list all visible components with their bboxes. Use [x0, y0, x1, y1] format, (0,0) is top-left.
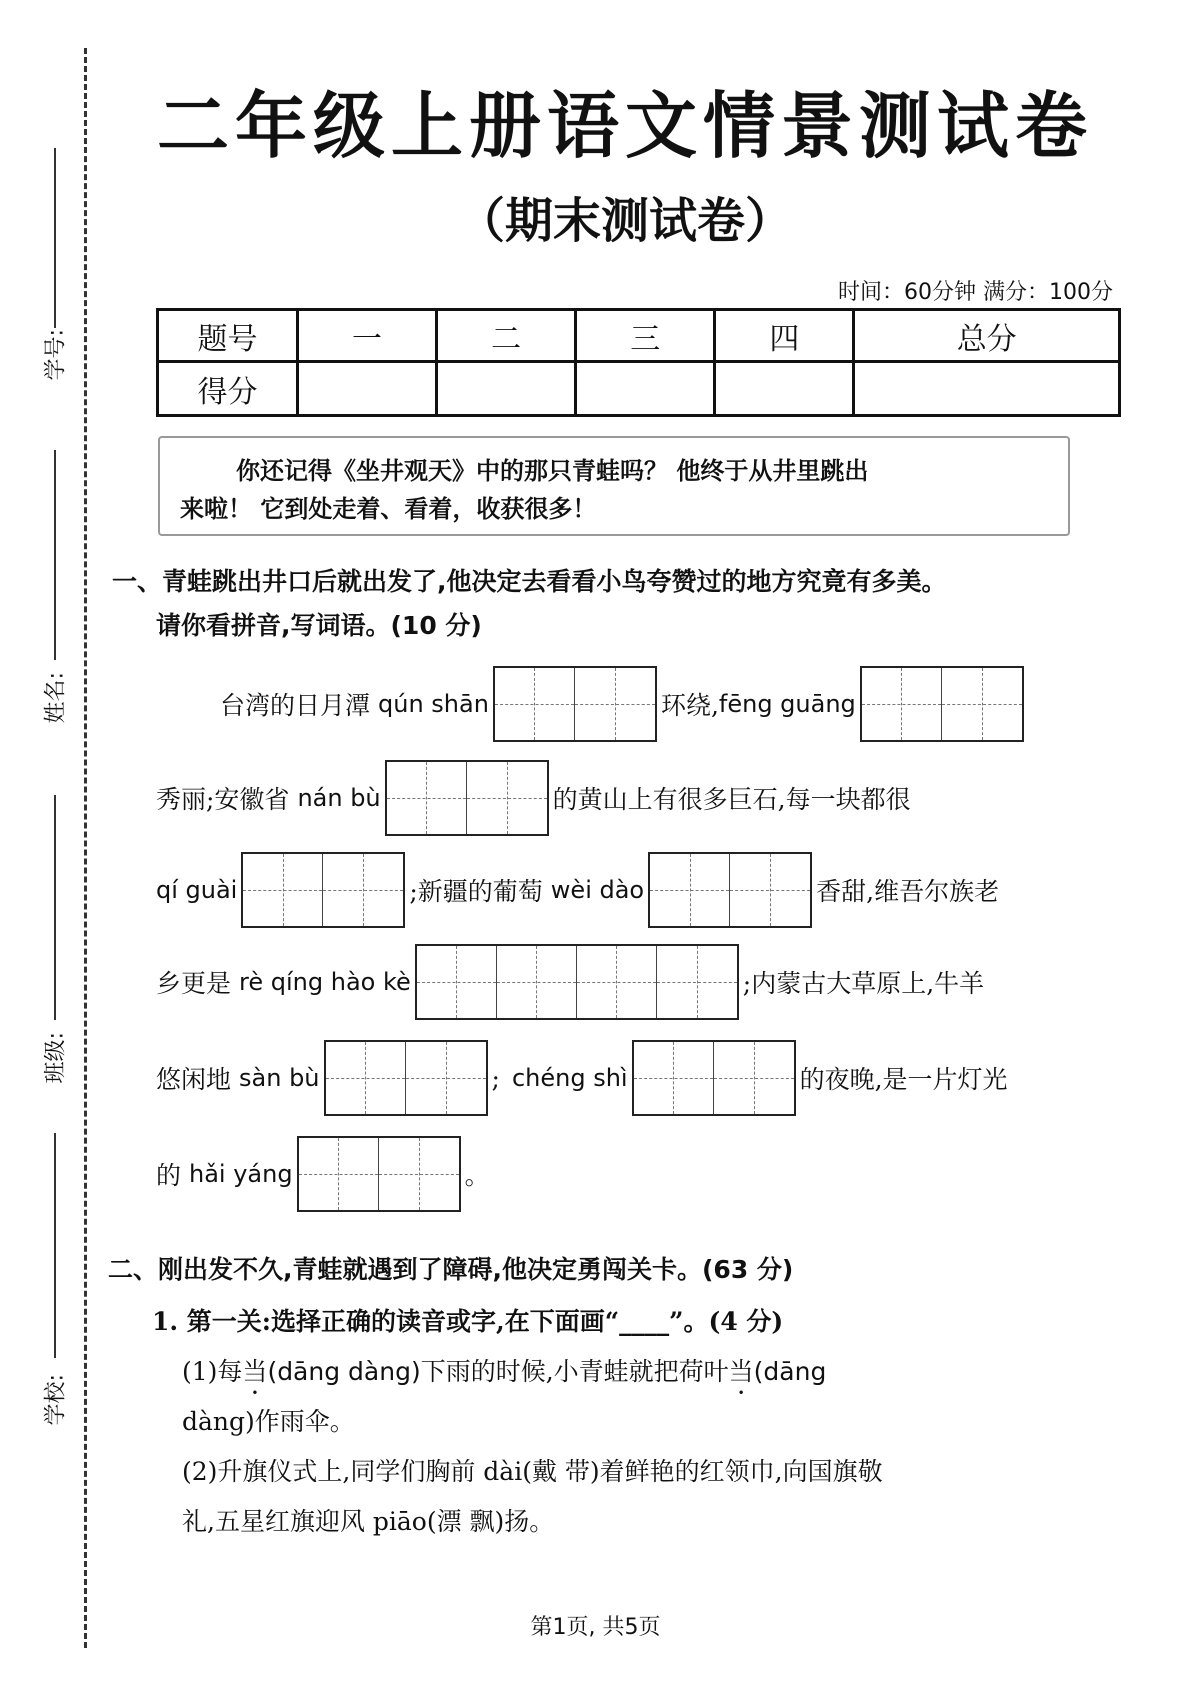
exam-meta: 时间：60分钟 满分：100分: [838, 280, 1113, 305]
question-1-title: 1. 第一关:选择正确的读音或字,在下面画“____”。(4 分): [152, 1307, 784, 1336]
writing-grid[interactable]: [632, 1040, 796, 1116]
fill-line-4: [156, 944, 984, 1020]
text: ;: [491, 1063, 500, 1093]
writing-grid[interactable]: [415, 944, 739, 1020]
name-blank[interactable]: [54, 450, 56, 660]
score-cell-total[interactable]: [854, 362, 1120, 416]
pinyin: rè qíng hào kè: [239, 968, 411, 996]
pinyin: sàn bù: [239, 1064, 320, 1092]
intro-line-1: 你还记得《坐井观天》中的那只青蛙吗？ 他终于从井里跳出: [236, 456, 869, 485]
text: 台湾的日月潭: [220, 691, 371, 720]
section-1-heading: 一、青蛙跳出井口后就出发了,他决定去看看小鸟夸赞过的地方究竟有多美。: [112, 567, 947, 596]
fill-line-6: [156, 1136, 490, 1212]
score-header-2: 二: [437, 310, 576, 362]
score-header-4: 四: [715, 310, 854, 362]
name-label: 姓名:: [43, 672, 69, 724]
pinyin-options[interactable]: (dāng dàng): [267, 1357, 421, 1386]
page-number: 第1页, 共5页: [530, 1615, 661, 1640]
writing-grid[interactable]: [648, 852, 812, 928]
class-label: 班级:: [43, 1032, 69, 1084]
student-id-blank[interactable]: [54, 148, 56, 328]
text: 的黄山上有很多巨石,每一块都很: [552, 785, 911, 814]
writing-grid[interactable]: [241, 852, 405, 928]
question-1-1-line-1: [182, 1352, 826, 1388]
binding-cut-line: [84, 48, 87, 1648]
score-table: [156, 308, 1121, 417]
score-header-total: 总分: [854, 310, 1120, 362]
pinyin: fēng guāng: [718, 690, 856, 718]
text: 的夜晚,是一片灯光: [799, 1065, 1008, 1094]
text: 秀丽;安徽省: [156, 785, 290, 814]
pinyin: hǎi yáng: [189, 1160, 293, 1188]
writing-grid[interactable]: [297, 1136, 461, 1212]
class-blank[interactable]: [54, 795, 56, 1020]
fill-line-2: [156, 760, 911, 836]
intro-line-2: 来啦！ 它到处走着、看着，收获很多！: [180, 494, 597, 523]
text: 乡更是: [156, 969, 232, 998]
score-cell-4[interactable]: [715, 362, 854, 416]
section-2-heading: 二、刚出发不久,青蛙就遇到了障碍,他决定勇闯关卡。(63 分): [108, 1255, 794, 1284]
text: 。: [464, 1161, 490, 1190]
writing-grid[interactable]: [385, 760, 549, 836]
intro-box: [158, 436, 1070, 536]
question-1-2-line-1: (2)升旗仪式上,同学们胸前 dài(戴 带)着鲜艳的红领巾,向国旗敬: [182, 1457, 883, 1486]
pinyin: nán bù: [297, 784, 381, 812]
question-1-2-line-2: 礼,五星红旗迎风 piāo(漂 飘)扬。: [182, 1507, 555, 1536]
text: ;新疆的葡萄: [409, 877, 543, 906]
score-row-label: 得分: [158, 362, 298, 416]
fill-line-1: [220, 666, 1028, 742]
pinyin: wèi dào: [550, 876, 645, 904]
text: 环绕,: [660, 691, 719, 720]
score-header-3: 三: [576, 310, 715, 362]
dotted-char: 当: [242, 1357, 268, 1386]
score-cell-2[interactable]: [437, 362, 576, 416]
writing-grid[interactable]: [860, 666, 1024, 742]
question-1-1-line-2: dàng)作雨伞。: [182, 1407, 355, 1436]
text: (1)每: [182, 1357, 243, 1386]
school-label: 学校:: [43, 1374, 69, 1426]
text: 的: [156, 1161, 182, 1190]
pinyin: chéng shì: [511, 1064, 628, 1092]
text: 下雨的时候,小青蛙就把荷叶: [420, 1357, 729, 1386]
score-header-label: 题号: [158, 310, 298, 362]
fill-line-3: [156, 852, 999, 928]
page-subtitle: （期末测试卷）: [456, 193, 793, 249]
fill-line-5: [156, 1040, 1008, 1116]
student-id-label: 学号:: [43, 329, 69, 381]
school-blank[interactable]: [54, 1133, 56, 1358]
score-header-1: 一: [298, 310, 437, 362]
writing-grid[interactable]: [324, 1040, 488, 1116]
page-title: 二年级上册语文情景测试卷: [156, 84, 1093, 168]
pinyin: qí guài: [156, 876, 238, 904]
text: 香甜,维吾尔族老: [816, 877, 1000, 906]
pinyin: qún shān: [378, 690, 489, 718]
score-cell-1[interactable]: [298, 362, 437, 416]
dotted-char: 当: [728, 1357, 754, 1386]
text: ;内蒙古大草原上,牛羊: [742, 969, 985, 998]
writing-grid[interactable]: [493, 666, 657, 742]
section-1-instruction: 请你看拼音,写词语。(10 分): [156, 611, 482, 640]
text: 悠闲地: [156, 1065, 232, 1094]
score-cell-3[interactable]: [576, 362, 715, 416]
pinyin-options[interactable]: (dāng: [753, 1357, 827, 1386]
